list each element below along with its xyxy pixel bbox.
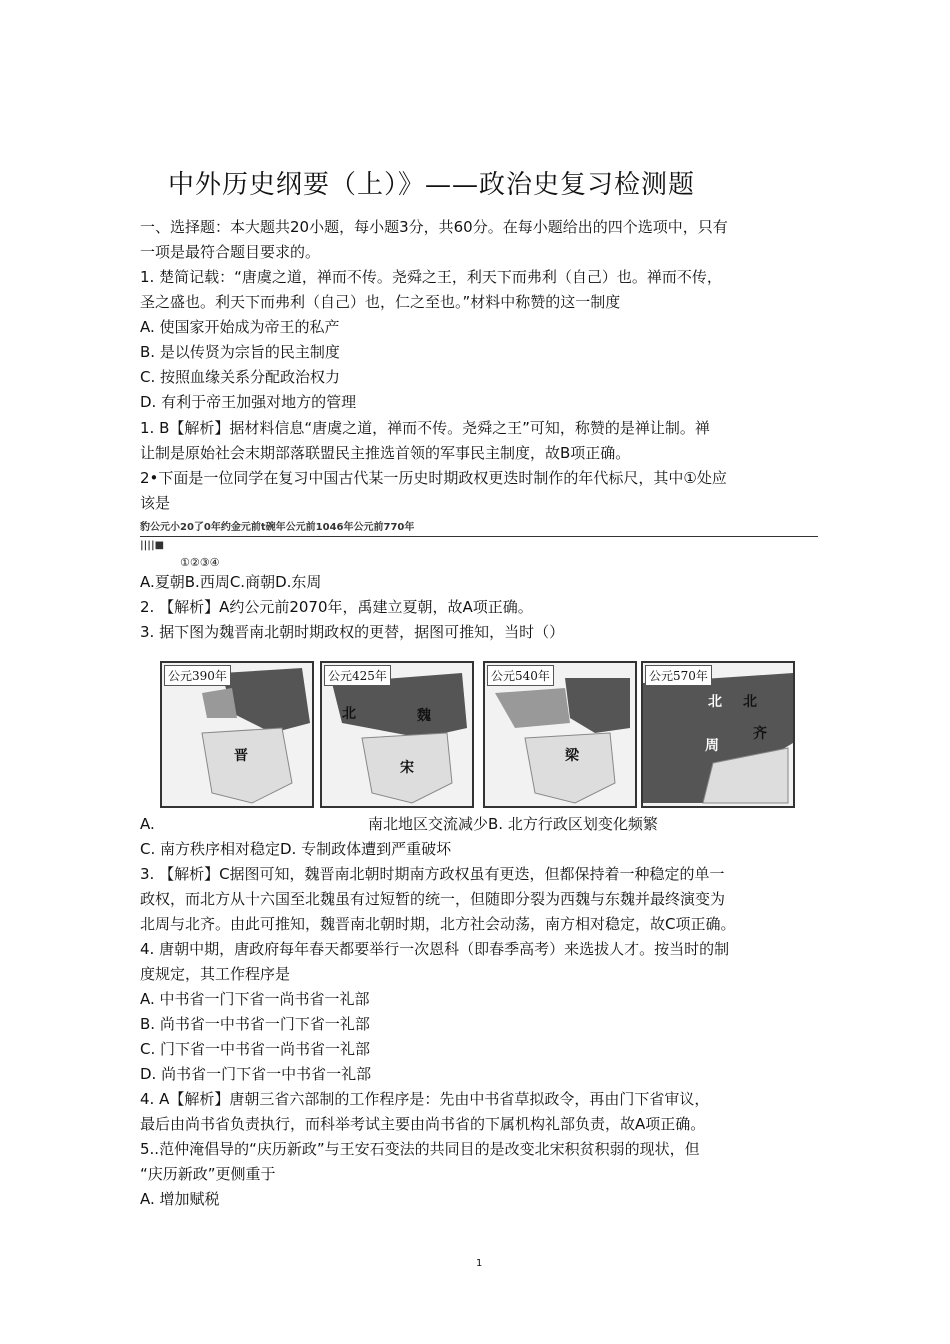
- question-4: 度规定，其工作程序是: [140, 965, 291, 983]
- page-title: 中外历史纲要（上）》——政治史复习检测题: [168, 170, 696, 200]
- page-number: 1: [476, 1258, 483, 1269]
- option-a: A. 增加赋税: [140, 1190, 220, 1208]
- answer-3: 3. 【解析】C据图可知，魏晋南北朝时期南方政权虽有更迭，但都保持着一种稳定的单一: [140, 865, 725, 883]
- question-2-options: A.夏朝B.西周C.商朝D.东周: [140, 573, 322, 591]
- question-3: 3. 据下图为魏晋南北朝时期政权的更替，据图可推知，当时（）: [140, 623, 565, 641]
- map-year-label: 公元570年: [645, 665, 712, 686]
- option-d: D. 有利于帝王加强对地方的管理: [140, 393, 357, 411]
- answer-1: 1. B【解析】据材料信息“唐虞之道，禅而不传。尧舜之王”可知，称赞的是禅让制。禅: [140, 419, 710, 437]
- timeline-axis: [140, 536, 818, 537]
- answer-2: 2. 【解析】A约公元前2070年，禹建立夏朝，故A项正确。: [140, 598, 533, 616]
- map-state-label: 齐: [753, 726, 767, 742]
- map-state-label: 北: [708, 694, 722, 710]
- question-5: 5..范仲淹倡导的“庆历新政”与王安石变法的共同目的是改变北宋积贫积弱的现状，但: [140, 1140, 700, 1158]
- timeline-ticks: ||||■: [140, 540, 165, 551]
- map-state-label: 宋: [400, 760, 414, 776]
- option-c: C. 门下省一中书省一尚书省一礼部: [140, 1040, 371, 1058]
- question-5: “庆历新政”更侧重于: [140, 1165, 276, 1183]
- options-ab: 南北地区交流减少B. 北方行政区划变化频繁: [368, 815, 658, 833]
- option-a: A.: [140, 815, 155, 833]
- option-b: B. 是以传贤为宗旨的民主制度: [140, 343, 340, 361]
- option-b: B. 尚书省一中书省一门下省一礼部: [140, 1015, 370, 1033]
- options-cd: C. 南方秩序相对稳定D. 专制政体遭到严重破坏: [140, 840, 452, 858]
- map-425: [320, 661, 474, 808]
- question-2: 该是: [140, 494, 171, 512]
- timeline-numbers: ①②③④: [180, 556, 220, 569]
- option-a: A. 中书省一门下省一尚书省一礼部: [140, 990, 370, 1008]
- answer-3: 政权，而北方从十六国至北魏虽有过短暂的统一，但随即分裂为西魏与东魏并最终演变为: [140, 890, 726, 908]
- map-390: [160, 661, 314, 808]
- map-state-label: 北: [743, 694, 757, 710]
- map-540: [483, 661, 637, 808]
- timeline-text: 豹公元小20了0年约金元前t碗年公元前1046年公元前770年: [140, 522, 415, 533]
- option-a: A. 使国家开始成为帝王的私产: [140, 318, 340, 336]
- map-year-label: 公元540年: [487, 665, 554, 686]
- answer-4: 最后由尚书省负责执行，而科举考试主要由尚书省的下属机构礼部负责，故A项正确。: [140, 1115, 706, 1133]
- answer-1: 让制是原始社会末期部落联盟民主推选首领的军事民主制度，故B项正确。: [140, 444, 631, 462]
- option-c: C. 按照血缘关系分配政治权力: [140, 368, 341, 386]
- intro-line: 一项是最符合题目要求的。: [140, 243, 321, 261]
- question-1: 1. 楚简记载：“唐虞之道，禅而不传。尧舜之王，利天下而弗利（自己）也。禅而不传，: [140, 268, 722, 286]
- answer-3: 北周与北齐。由此可推知，魏晋南北朝时期，北方社会动荡，南方相对稳定，故C项正确。: [140, 915, 736, 933]
- answer-4: 4. A【解析】唐朝三省六部制的工作程序是：先由中书省草拟政令，再由门下省审议，: [140, 1090, 710, 1108]
- question-4: 4. 唐朝中期，唐政府每年春天都要举行一次恩科（即春季高考）来选拔人才。按当时的制: [140, 940, 730, 958]
- map-year-label: 公元390年: [164, 665, 231, 686]
- question-1: 圣之盛也。利天下而弗利（自己）也，仁之至也。”材料中称赞的这一制度: [140, 293, 621, 311]
- map-state-label: 魏: [417, 708, 431, 724]
- map-570: [641, 661, 795, 808]
- map-state-label: 周: [705, 738, 719, 754]
- intro-line: 一、选择题：本大题共20小题，每小题3分，共60分。在每小题给出的四个选项中，只有: [140, 218, 728, 236]
- map-state-label: 晋: [234, 748, 248, 764]
- map-year-label: 公元425年: [324, 665, 391, 686]
- option-d: D. 尚书省一门下省一中书省一礼部: [140, 1065, 372, 1083]
- map-state-label: 北: [342, 706, 356, 722]
- question-2: 2•下面是一位同学在复习中国古代某一历史时期政权更迭时制作的年代标尺，其中①处应: [140, 469, 727, 487]
- map-state-label: 梁: [565, 748, 579, 764]
